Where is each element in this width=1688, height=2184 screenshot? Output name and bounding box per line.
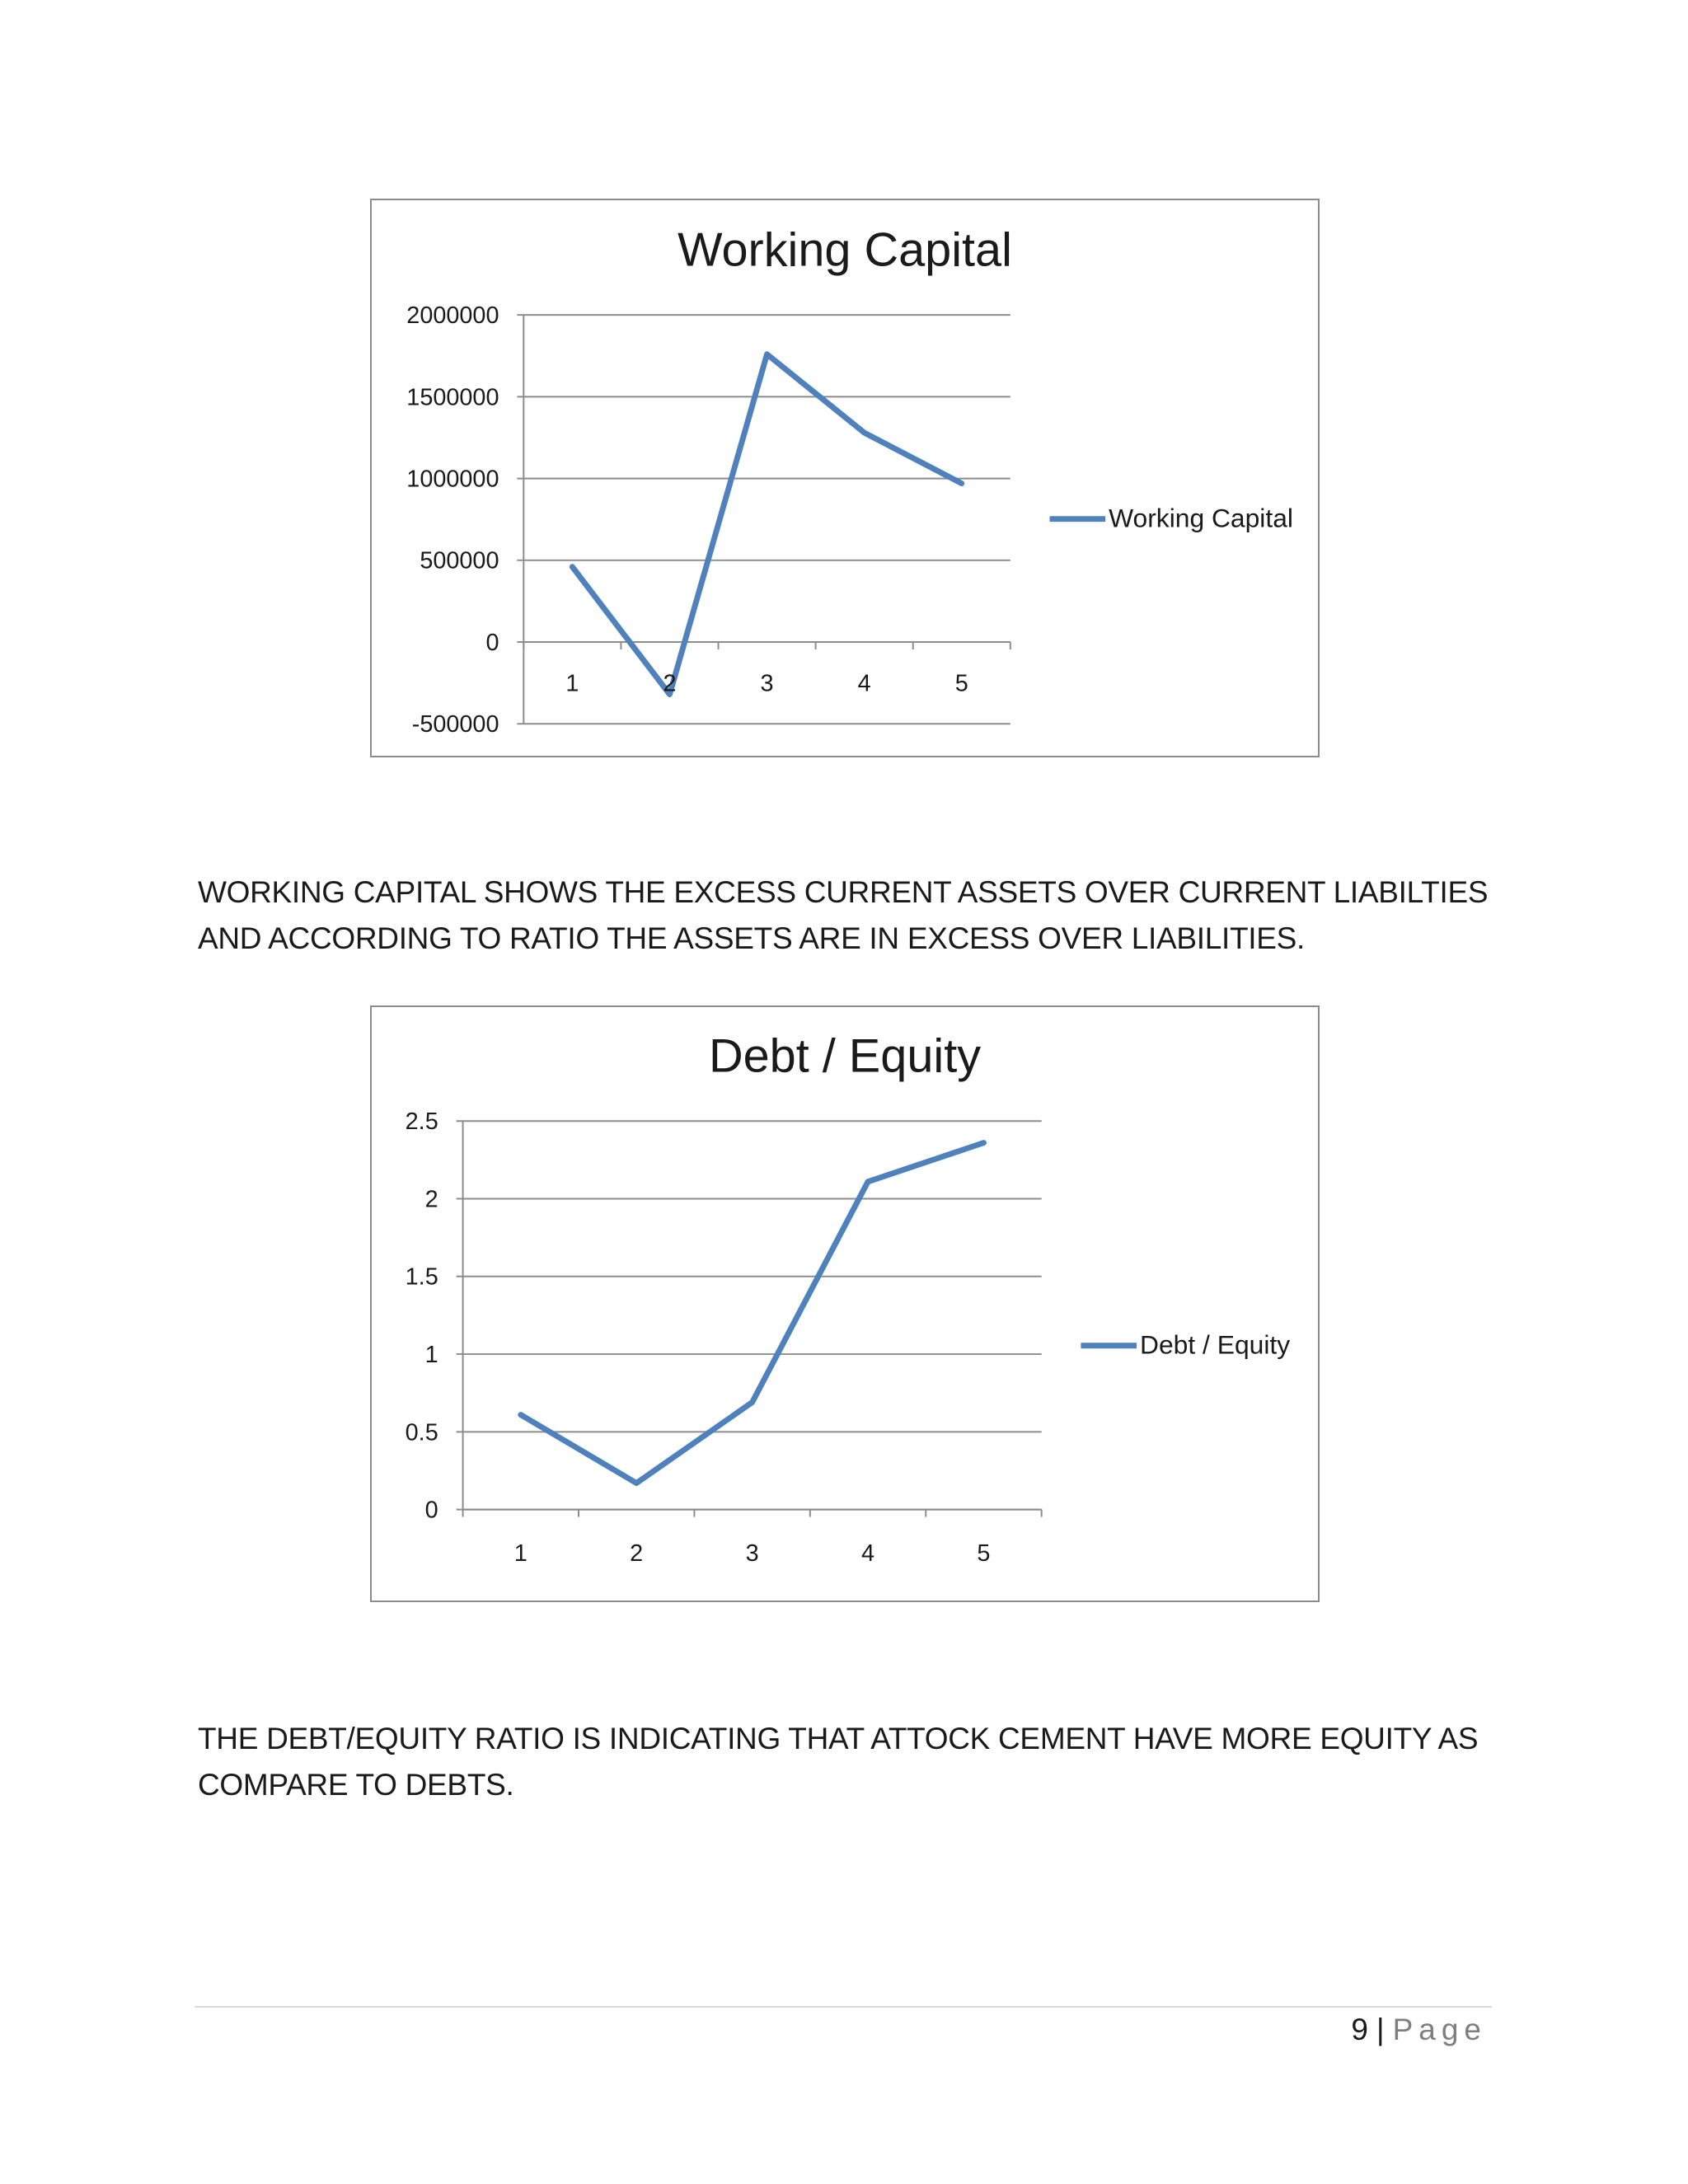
x-tick-label: 1 [565,670,579,697]
y-tick-label: 1.5 [405,1263,438,1291]
data-point [982,1142,984,1144]
working-capital-paragraph: WORKING CAPITAL SHOWS THE EXCESS CURRENT ASSETS OVER CURRENT LIABILTIES AND ACCORDING TO RATIO THE ASSETS ARE IN EXCESS OVER LIABILITIES. [198,875,1489,955]
y-tick-label: 1500000 [406,384,499,411]
y-tick-label: 0 [424,1497,438,1524]
x-tick-label: 4 [861,1540,875,1568]
x-tick-label: 1 [513,1540,528,1568]
y-tick-label: 2000000 [406,302,499,330]
y-tick-label: 2.5 [405,1108,438,1136]
legend-label: Debt / Equity [1140,1329,1291,1360]
y-tick-label: 1 [424,1342,438,1369]
x-tick-label: 2 [630,1540,644,1568]
debt-equity-chart [370,1005,1320,1602]
data-point [752,1402,753,1404]
x-tick-label: 5 [977,1540,991,1568]
working-capital-chart-svg [372,200,1318,756]
legend-label: Working Capital [1109,503,1293,533]
chart-title: Working Capital [678,223,1012,277]
working-capital-chart [370,199,1320,757]
x-tick-label: 3 [745,1540,759,1568]
debt-equity-chart-svg [372,1007,1318,1601]
y-tick-label: 2 [424,1186,438,1213]
y-tick-label: 0.5 [405,1419,438,1446]
data-point [867,1181,869,1183]
data-point [961,483,963,485]
x-tick-label: 5 [954,670,968,697]
y-tick-label: 1000000 [406,466,499,493]
data-point [635,1483,637,1484]
data-point [767,354,768,355]
debt-equity-paragraph: THE DEBT/EQUITY RATIO IS INDICATING THAT ATTOCK CEMENT HAVE MORE EQUITY AS COMPARE TO DEBTS. [198,1722,1479,1802]
x-tick-label: 3 [760,670,774,697]
series-line [572,354,961,695]
data-point [520,1414,522,1416]
x-tick-label: 2 [663,670,677,697]
data-point [864,432,865,434]
x-tick-label: 4 [857,670,871,697]
data-point [571,566,573,568]
page-number: 9 [1351,2013,1368,2046]
page-footer [1351,2008,1487,2051]
chart-title: Debt / Equity [708,1029,982,1083]
y-tick-label: 0 [485,629,499,656]
y-tick-label: -500000 [411,711,499,738]
footer-divider [195,2006,1492,2008]
y-tick-label: 500000 [420,547,499,574]
footer-separator: | [1376,2013,1385,2046]
page-label: Page [1392,2013,1487,2046]
